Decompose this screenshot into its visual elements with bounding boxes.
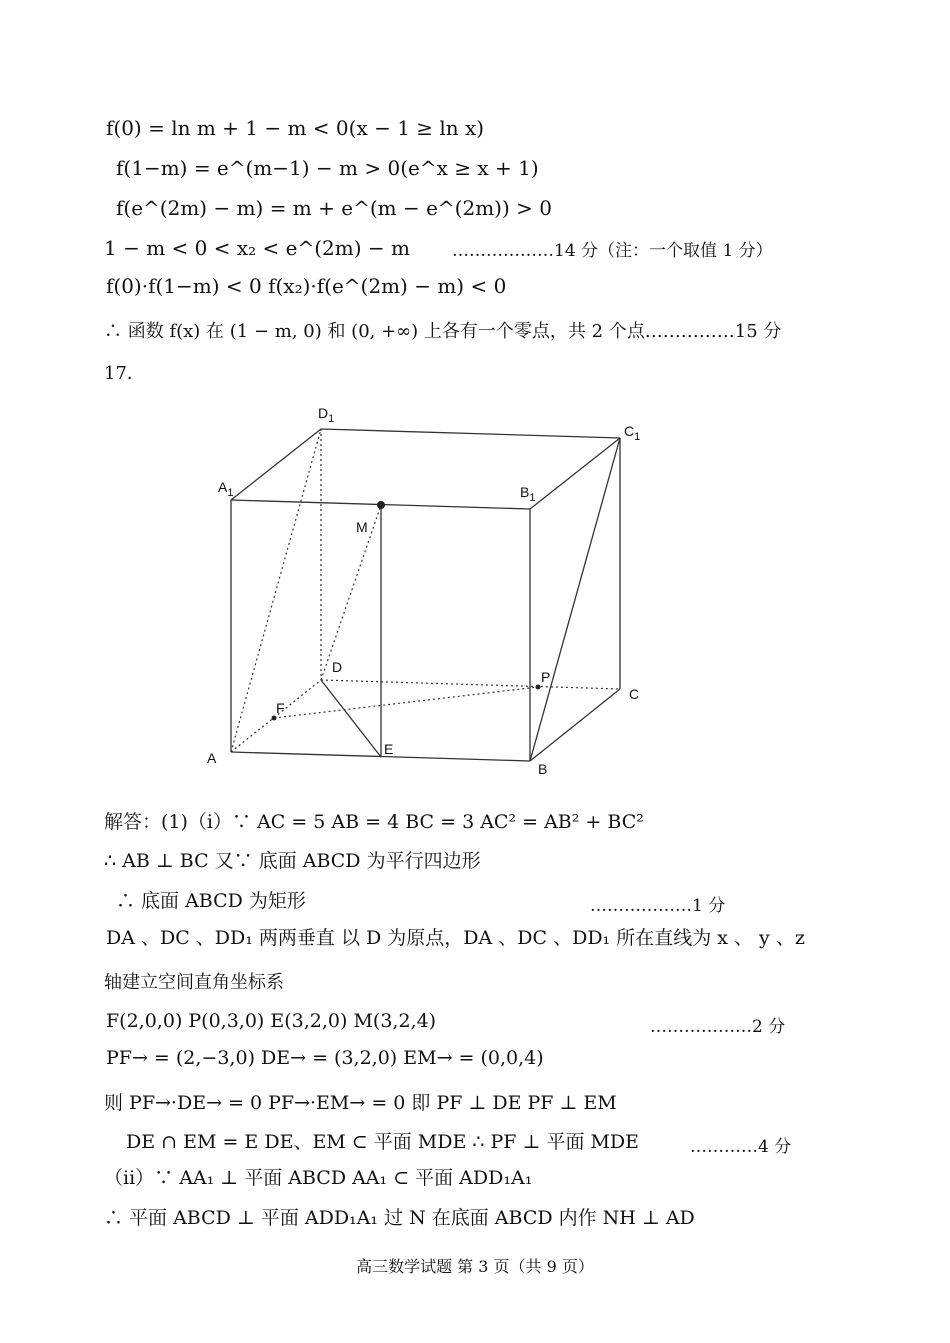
line-product: f(0)·f(1−m) < 0 f(x₂)·f(e^(2m) − m) < 0: [106, 274, 507, 298]
line-f1m: f(1−m) = e^(m−1) − m > 0(e^x ≥ x + 1): [116, 156, 539, 180]
solution-line-1: 解答：(1)（i）∵ AC = 5 AB = 4 BC = 3 AC² = AB² + BC²: [104, 811, 644, 833]
hidden-d-m: [321, 505, 381, 680]
edge-b1-c1: [530, 438, 620, 509]
hidden-f-p: [274, 687, 538, 718]
point-p: [536, 685, 541, 690]
score-14: ………………14 分（注：一个取值 1 分）: [452, 241, 773, 261]
segment-b-c1: [530, 438, 620, 761]
line-f0: f(0) = ln m + 1 − m < 0(x − 1 ≥ ln x): [106, 116, 485, 140]
line-conclusion: ∴ 函数 f(x) 在 (1 − m, 0) 和 (0, +∞) 上各有一个零点，共 2 个点……………15 分: [104, 321, 782, 342]
hidden-d-c: [321, 680, 620, 689]
solution-line-9: DE ∩ EM = E DE、EM ⊂ 平面 MDE ∴ PF ⊥ 平面 MDE: [126, 1131, 640, 1153]
point-m: [377, 501, 385, 509]
solution-line-11: ∴ 平面 ABCD ⊥ 平面 ADD₁A₁ 过 N 在底面 ABCD 内作 NH ⊥ AD: [104, 1207, 695, 1229]
label-d: D: [332, 659, 343, 675]
label-b1: $B_1$: [520, 484, 536, 504]
solution-line-4: DA 、DC 、DD₁ 两两垂直 以 D 为原点，DA 、DC 、DD₁ 所在直线为 x 、 y 、z: [106, 927, 805, 949]
solution-line-8: 则 PF→·DE→ = 0 PF→·EM→ = 0 即 PF ⊥ DE PF ⊥ EM: [104, 1092, 617, 1114]
label-d1: $D_1$: [318, 405, 335, 425]
solution-line-6: F(2,0,0) P(0,3,0) E(3,2,0) M(3,2,4): [106, 1010, 437, 1032]
solution-line-3: ∴ 底面 ABCD 为矩形: [116, 890, 306, 912]
solution-line-7: PF→ = (2,−3,0) DE→ = (3,2,0) EM→ = (0,0,4): [106, 1047, 544, 1069]
solution-line-2: ∴ AB ⊥ BC 又∵ 底面 ABCD 为平行四边形: [104, 850, 481, 872]
line-fe2m: f(e^(2m) − m) = m + e^(m − e^(2m)) > 0: [116, 196, 552, 220]
hidden-a-d: [231, 680, 321, 752]
page-footer: 高三数学试题 第 3 页（共 9 页）: [356, 1257, 594, 1276]
label-c1: $C_1$: [624, 423, 641, 443]
edge-c1-d1: [321, 429, 620, 438]
label-f: F: [276, 700, 285, 716]
edge-d1-a1: [231, 429, 321, 500]
label-e: E: [384, 741, 394, 757]
label-b: B: [538, 761, 548, 777]
line-inequality: 1 − m < 0 < x₂ < e^(2m) − m: [104, 236, 410, 260]
problem-number: 17．: [104, 363, 145, 384]
label-a: A: [207, 750, 217, 766]
label-p: P: [541, 669, 551, 685]
segment-d-e: [321, 680, 381, 757]
label-m: M: [356, 519, 368, 535]
edge-b-c: [530, 689, 620, 761]
solution-line-5: 轴建立空间直角坐标系: [104, 972, 284, 993]
score-4: …………4 分: [690, 1137, 792, 1157]
score-2: ………………2 分: [650, 1017, 786, 1037]
solution-line-10: （ii）∵ AA₁ ⊥ 平面 ABCD AA₁ ⊂ 平面 ADD₁A₁: [104, 1167, 533, 1189]
label-c: C: [629, 686, 640, 702]
label-a1: $A_1$: [218, 479, 234, 499]
point-f: [272, 716, 277, 721]
score-1: ………………1 分: [590, 896, 726, 916]
